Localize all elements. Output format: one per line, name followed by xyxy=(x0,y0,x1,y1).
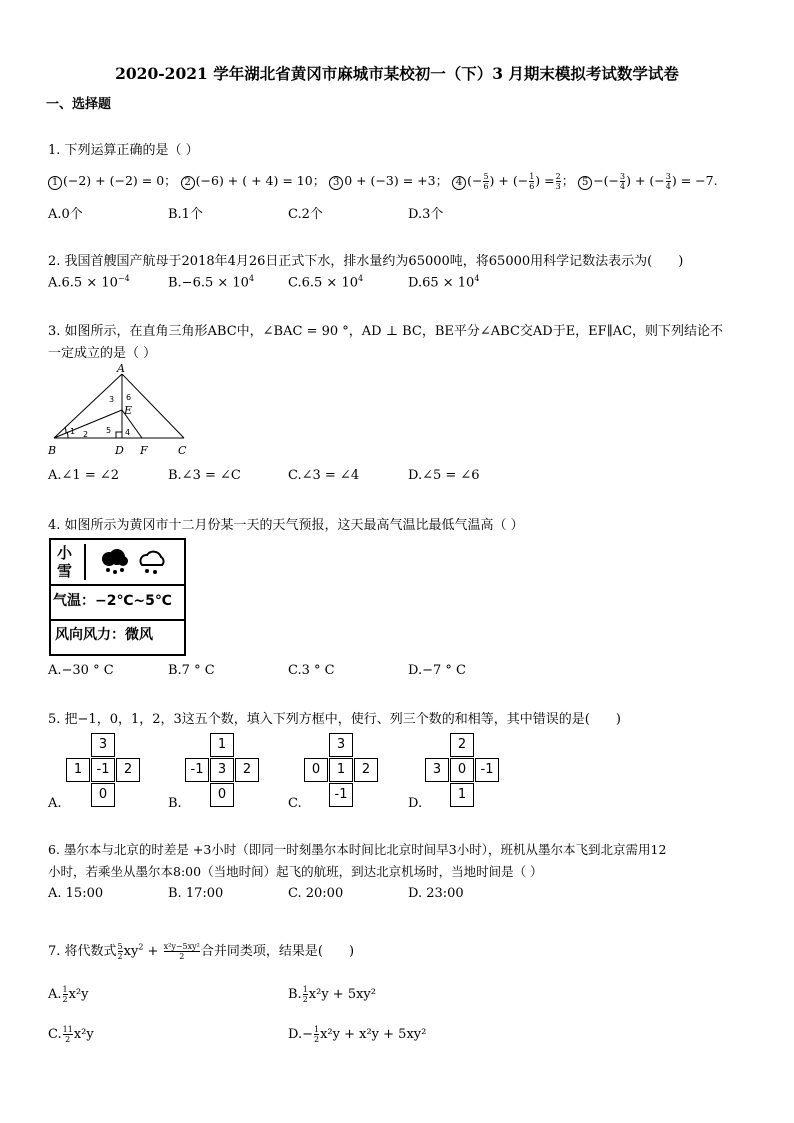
q4-option-c: C.3 ° C xyxy=(288,663,335,678)
q3-option-a: A.∠1 = ∠2 xyxy=(48,468,120,483)
q6-option-b: B. 17:00 xyxy=(168,886,224,901)
weather-wind: 风向风力：微风 xyxy=(55,627,153,643)
q7-option-a: A. $\frac{1}{2}$ x²y xyxy=(48,985,89,1004)
q2-option-a: $A.6.5 \times 10^{-4}$ xyxy=(48,274,130,291)
label-E: E xyxy=(124,404,133,417)
q1-option-a: A.0个 xyxy=(48,207,83,222)
q4-option-d: D.−7 ° C xyxy=(408,663,466,678)
q7-option-d: D.− $\frac{1}{2}$ x²y + x²y + 5xy² xyxy=(288,1025,427,1044)
circled-number: 2 xyxy=(181,176,195,190)
label-A: A xyxy=(117,362,125,375)
cloud-snow-outline-icon xyxy=(137,548,167,576)
q1-option-c: C.2个 xyxy=(288,207,323,222)
q1-item-4: (− $\frac{5}{6}$ ) + (− $\frac{1}{6}$ ) = $\frac{2}{3}$ ； xyxy=(467,172,575,191)
section-heading: 一、选择题 xyxy=(46,97,112,112)
weather-temp: 气温：−2℃~5℃ xyxy=(53,593,172,609)
svg-text:1: 1 xyxy=(70,427,76,436)
q5-option-b: B. xyxy=(168,796,182,811)
q1-item-3: 0 + (−3) = +3； xyxy=(344,173,449,188)
question-5-stem: 5. 把−1，0，1，2，3这五个数，填入下列方框中，使行、列三个数的和相等，其中错误的是( ) xyxy=(48,712,621,727)
q2-option-c: $C.6.5 \times 10^4$ xyxy=(288,274,364,291)
q6-option-a: A. 15:00 xyxy=(48,886,104,901)
q3-option-c: C.∠3 = ∠4 xyxy=(288,468,360,483)
question-1-items xyxy=(48,171,718,191)
circled-number: 3 xyxy=(329,176,343,190)
triangle-diagram xyxy=(46,362,196,458)
q5-option-c: C. xyxy=(288,796,302,811)
q4-option-a: A.−30 ° C xyxy=(48,663,114,678)
weather-type-row xyxy=(51,540,184,586)
svg-text:6: 6 xyxy=(126,393,132,402)
q5-option-d: D. xyxy=(408,796,423,811)
svg-text:5: 5 xyxy=(106,426,112,435)
question-2-stem: 2. 我国首艘国产航母于2018年4月26日正式下水，排水量约为65000吨，将65000用科学记数法表示为( ) xyxy=(48,254,684,269)
label-C: C xyxy=(178,444,187,457)
snow-cloud-icon xyxy=(99,548,129,576)
q1-item-5: −(− $\frac{3}{4}$ ) + (− $\frac{3}{4}$ ) = −7. xyxy=(593,172,718,191)
q1-item-1: (−2) + (−2) = 0； xyxy=(63,173,177,188)
q7-option-c: C. $\frac{11}{2}$ x²y xyxy=(48,1025,94,1044)
weather-type: 小 雪 xyxy=(57,544,73,580)
svg-text:3: 3 xyxy=(109,395,115,404)
question-3-stem-line1: 3. 如图所示，在直角三角形ABC中，∠BAC = 90 °，AD ⊥ BC，BE平分∠ABC交AD于E，EF∥AC，则下列结论不 xyxy=(48,324,724,339)
q1-item-2: (−6) + ( + 4) = 10； xyxy=(195,173,326,188)
question-4-stem: 4. 如图所示为黄冈市十二月份某一天的天气预报，这天最高气温比最低气温高（ ） xyxy=(48,518,524,533)
weather-temp-row xyxy=(51,584,184,621)
q3-option-d: D.∠5 = ∠6 xyxy=(408,468,480,483)
circled-number: 1 xyxy=(48,176,62,190)
q1-option-b: B.1个 xyxy=(168,207,203,222)
circled-number: 5 xyxy=(578,176,592,190)
circled-number: 4 xyxy=(452,176,466,190)
question-6-stem-line1: 6. 墨尔本与北京的时差是 +3小时（即同一时刻墨尔本时间比北京时间早3小时），班机从墨尔本飞到北京需用12 xyxy=(48,842,667,857)
svg-text:4: 4 xyxy=(125,428,131,437)
q6-option-d: D. 23:00 xyxy=(408,886,464,901)
q2-option-b: $B.-6.5 \times 10^4$ xyxy=(168,274,255,291)
q4-option-b: B.7 ° C xyxy=(168,663,215,678)
page-title: 2020-2021 学年湖北省黄冈市麻城市某校初一（下）3 月期末模拟考试数学试卷 xyxy=(115,64,679,83)
label-B: B xyxy=(48,444,57,457)
svg-text:2: 2 xyxy=(83,430,89,439)
weather-forecast-box xyxy=(49,538,186,656)
q2-option-d: $D.65 \times 10^4$ xyxy=(408,274,480,291)
question-1-stem: 1. 下列运算正确的是（ ） xyxy=(48,143,199,158)
q3-option-b: B.∠3 = ∠C xyxy=(168,468,241,483)
q6-option-c: C. 20:00 xyxy=(288,886,344,901)
label-F: F xyxy=(140,444,148,457)
q5-option-a: A. xyxy=(48,796,62,811)
question-7-stem: 7. 将代数式 $\frac{5}{2}$ $xy^2$ + $\frac{\text{x²y−5xy²}}{2}$ 合并同类项，结果是( ) xyxy=(48,942,355,961)
label-D: D xyxy=(115,444,124,457)
question-3-stem-line2: 一定成立的是（ ） xyxy=(48,346,157,361)
q7-option-b: B. $\frac{1}{2}$ x²y + 5xy² xyxy=(288,985,376,1004)
q1-option-d: D.3个 xyxy=(408,207,444,222)
question-6-stem-line2: 小时，若乘坐从墨尔本8:00（当地时间）起飞的航班，到达北京机场时，当地时间是（ ） xyxy=(48,864,543,879)
weather-wind-row xyxy=(51,619,184,652)
